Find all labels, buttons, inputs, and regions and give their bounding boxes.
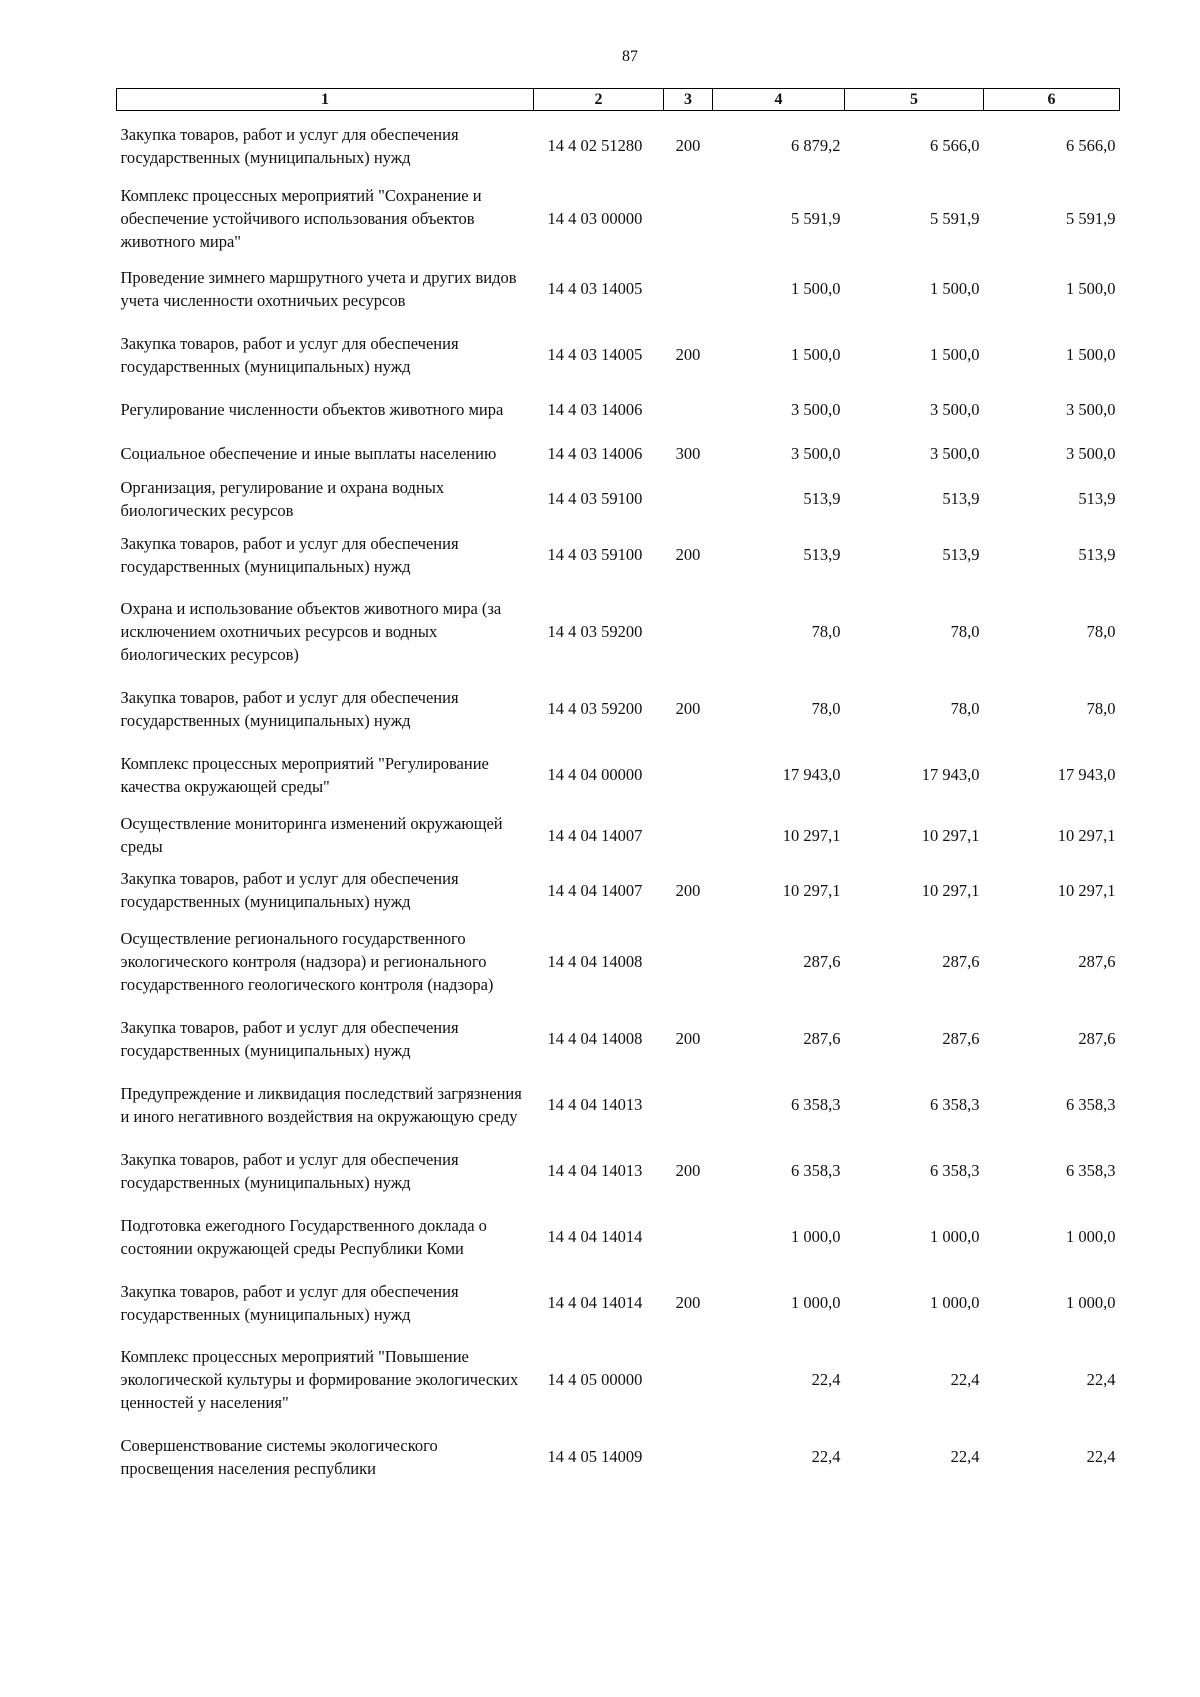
row-expense-type: 200 bbox=[675, 136, 701, 156]
row-expense-type bbox=[664, 1204, 713, 1270]
row-expense-type: 200 bbox=[675, 1161, 701, 1180]
row-code: 14 4 05 00000 bbox=[547, 1370, 643, 1389]
table-row bbox=[117, 918, 1120, 1006]
row-expense-type: 200 bbox=[675, 699, 701, 718]
row-name: Комплекс процессных мероприятий "Повышение экологической культуры и формирование экологических ценностей у населения" bbox=[120, 1347, 519, 1412]
table-row bbox=[117, 1424, 1120, 1490]
row-value-col6: 10 297,1 bbox=[1057, 880, 1116, 900]
row-code: 14 4 03 59100 bbox=[547, 489, 643, 508]
table-row bbox=[117, 1006, 1120, 1072]
row-value-col6: 3 500,0 bbox=[1066, 444, 1116, 463]
table-row bbox=[117, 742, 1120, 808]
row-code: 14 4 03 14005 bbox=[547, 279, 643, 298]
row-value-col4: 513,9 bbox=[803, 489, 841, 508]
row-value-col6: 10 297,1 bbox=[1057, 825, 1116, 845]
row-value-col5: 1 000,0 bbox=[930, 1227, 980, 1246]
column-header-6: 6 bbox=[984, 89, 1120, 111]
row-value-col4: 22,4 bbox=[811, 1370, 841, 1389]
row-value-col4: 10 297,1 bbox=[782, 880, 841, 900]
table-row bbox=[117, 522, 1120, 588]
row-value-col5: 513,9 bbox=[942, 545, 980, 564]
row-code: 14 4 04 14008 bbox=[547, 1029, 643, 1048]
row-expense-type bbox=[664, 588, 713, 676]
row-value-col6: 1 500,0 bbox=[1066, 345, 1116, 364]
row-name: Осуществление мониторинга изменений окружающей среды bbox=[120, 814, 503, 856]
row-value-col4: 287,6 bbox=[803, 952, 841, 971]
row-value-col6: 1 000,0 bbox=[1066, 1227, 1116, 1246]
row-value-col5: 287,6 bbox=[942, 1029, 980, 1048]
row-name: Закупка товаров, работ и услуг для обеспечения государственных (муниципальных) нужд bbox=[120, 1017, 459, 1060]
row-code: 14 4 05 14009 bbox=[547, 1447, 643, 1466]
row-value-col5: 6 358,3 bbox=[930, 1095, 980, 1114]
row-expense-type bbox=[664, 181, 713, 256]
row-value-col5: 10 297,1 bbox=[921, 880, 980, 900]
table-row bbox=[117, 1138, 1120, 1204]
row-value-col5: 1 500,0 bbox=[930, 279, 980, 298]
row-expense-type: 200 bbox=[675, 880, 701, 900]
row-value-col5: 6 566,0 bbox=[930, 136, 980, 156]
row-value-col5: 3 500,0 bbox=[930, 444, 980, 463]
row-expense-type bbox=[664, 1072, 713, 1138]
row-value-col4: 6 358,3 bbox=[791, 1161, 841, 1180]
row-name: Закупка товаров, работ и услуг для обеспечения государственных (муниципальных) нужд bbox=[120, 124, 459, 167]
table-row bbox=[117, 256, 1120, 322]
row-value-col5: 1 500,0 bbox=[930, 345, 980, 364]
row-code: 14 4 04 14007 bbox=[547, 825, 643, 845]
table-row bbox=[117, 808, 1120, 863]
row-value-col6: 1 500,0 bbox=[1066, 279, 1116, 298]
row-value-col6: 6 358,3 bbox=[1066, 1161, 1116, 1180]
row-expense-type bbox=[664, 918, 713, 1006]
row-expense-type bbox=[664, 808, 713, 863]
table-row bbox=[117, 111, 1120, 181]
row-code: 14 4 02 51280 bbox=[547, 136, 643, 156]
table-row bbox=[117, 181, 1120, 256]
table-row bbox=[117, 863, 1120, 918]
table-row bbox=[117, 476, 1120, 522]
row-value-col6: 22,4 bbox=[1086, 1447, 1116, 1466]
row-value-col6: 78,0 bbox=[1086, 699, 1116, 718]
row-name: Закупка товаров, работ и услуг для обеспечения государственных (муниципальных) нужд bbox=[120, 1281, 459, 1324]
table-row bbox=[117, 676, 1120, 742]
row-value-col4: 17 943,0 bbox=[782, 765, 841, 784]
row-code: 14 4 04 14013 bbox=[547, 1161, 643, 1180]
row-value-col4: 1 000,0 bbox=[791, 1293, 841, 1312]
row-value-col6: 17 943,0 bbox=[1057, 765, 1116, 784]
row-value-col4: 513,9 bbox=[803, 545, 841, 564]
row-value-col6: 22,4 bbox=[1086, 1370, 1116, 1389]
row-expense-type: 200 bbox=[675, 1029, 701, 1048]
row-expense-type: 200 bbox=[675, 345, 701, 364]
table-row bbox=[117, 1270, 1120, 1336]
row-expense-type bbox=[664, 256, 713, 322]
table-row bbox=[117, 1336, 1120, 1424]
row-code: 14 4 03 14006 bbox=[547, 444, 643, 463]
table-row bbox=[117, 1072, 1120, 1138]
row-expense-type bbox=[664, 742, 713, 808]
row-value-col5: 10 297,1 bbox=[921, 825, 980, 845]
row-value-col4: 10 297,1 bbox=[782, 825, 841, 845]
row-expense-type: 200 bbox=[675, 1293, 701, 1312]
row-value-col4: 78,0 bbox=[811, 622, 841, 641]
row-value-col6: 6 358,3 bbox=[1066, 1095, 1116, 1114]
row-name: Совершенствование системы экологического просвещения населения республики bbox=[120, 1435, 438, 1478]
row-code: 14 4 03 14005 bbox=[547, 345, 643, 364]
row-code: 14 4 04 14007 bbox=[547, 880, 643, 900]
row-name: Проведение зимнего маршрутного учета и других видов учета численности охотничьих ресурсов bbox=[120, 267, 517, 310]
row-name: Организация, регулирование и охрана водных биологических ресурсов bbox=[120, 477, 445, 520]
row-name: Комплекс процессных мероприятий "Регулирование качества окружающей среды" bbox=[120, 753, 489, 796]
row-name: Охрана и использование объектов животного мира (за исключением охотничьих ресурсов и водных биологических ресурсов) bbox=[120, 599, 502, 664]
row-value-col6: 3 500,0 bbox=[1066, 400, 1116, 419]
row-expense-type bbox=[664, 1336, 713, 1424]
table-row bbox=[117, 588, 1120, 676]
row-value-col6: 287,6 bbox=[1078, 952, 1116, 971]
row-value-col6: 513,9 bbox=[1078, 489, 1116, 508]
page-number: 87 bbox=[622, 48, 638, 65]
row-value-col5: 1 000,0 bbox=[930, 1293, 980, 1312]
row-value-col4: 1 500,0 bbox=[791, 345, 841, 364]
column-header-4: 4 bbox=[713, 89, 845, 111]
row-name: Закупка товаров, работ и услуг для обеспечения государственных (муниципальных) нужд bbox=[120, 533, 459, 576]
row-value-col4: 5 591,9 bbox=[791, 208, 841, 228]
row-name: Закупка товаров, работ и услуг для обеспечения государственных (муниципальных) нужд bbox=[120, 333, 459, 376]
row-name: Закупка товаров, работ и услуг для обеспечения государственных (муниципальных) нужд bbox=[120, 869, 459, 911]
row-value-col5: 287,6 bbox=[942, 952, 980, 971]
row-value-col6: 6 566,0 bbox=[1066, 136, 1116, 156]
row-expense-type bbox=[664, 476, 713, 522]
row-expense-type bbox=[664, 388, 713, 432]
row-expense-type bbox=[664, 1424, 713, 1490]
row-value-col6: 78,0 bbox=[1086, 622, 1116, 641]
row-name: Закупка товаров, работ и услуг для обеспечения государственных (муниципальных) нужд bbox=[120, 687, 459, 730]
row-value-col6: 1 000,0 bbox=[1066, 1293, 1116, 1312]
row-value-col5: 513,9 bbox=[942, 489, 980, 508]
row-code: 14 4 04 14008 bbox=[547, 952, 643, 971]
row-value-col4: 1 000,0 bbox=[791, 1227, 841, 1246]
row-value-col5: 78,0 bbox=[950, 699, 980, 718]
row-code: 14 4 04 14014 bbox=[547, 1293, 643, 1312]
table-body bbox=[117, 111, 1120, 1490]
row-name: Комплекс процессных мероприятий "Сохранение и обеспечение устойчивого использования объектов животного мира" bbox=[120, 185, 482, 251]
row-code: 14 4 04 14013 bbox=[547, 1095, 643, 1114]
row-value-col4: 3 500,0 bbox=[791, 444, 841, 463]
row-expense-type: 300 bbox=[675, 444, 701, 463]
row-code: 14 4 03 59100 bbox=[547, 545, 643, 564]
table-header-row bbox=[117, 89, 1120, 111]
row-name: Регулирование численности объектов животного мира bbox=[120, 400, 504, 419]
table-row bbox=[117, 322, 1120, 388]
row-code: 14 4 04 14014 bbox=[547, 1227, 643, 1246]
row-name: Подготовка ежегодного Государственного доклада о состоянии окружающей среды Республики Коми bbox=[120, 1215, 487, 1258]
row-value-col4: 6 358,3 bbox=[791, 1095, 841, 1114]
table-row bbox=[117, 388, 1120, 432]
budget-table bbox=[116, 88, 1120, 1490]
row-code: 14 4 03 59200 bbox=[547, 622, 643, 641]
column-header-3: 3 bbox=[664, 89, 713, 111]
row-code: 14 4 04 00000 bbox=[547, 765, 643, 784]
row-value-col4: 6 879,2 bbox=[791, 136, 841, 156]
row-value-col4: 3 500,0 bbox=[791, 400, 841, 419]
row-code: 14 4 03 00000 bbox=[547, 208, 643, 228]
row-value-col5: 78,0 bbox=[950, 622, 980, 641]
row-value-col4: 22,4 bbox=[811, 1447, 841, 1466]
row-value-col4: 78,0 bbox=[811, 699, 841, 718]
row-value-col5: 6 358,3 bbox=[930, 1161, 980, 1180]
table-row bbox=[117, 432, 1120, 476]
row-value-col5: 17 943,0 bbox=[921, 765, 980, 784]
row-value-col5: 5 591,9 bbox=[930, 208, 980, 228]
row-name: Предупреждение и ликвидация последствий загрязнения и иного негативного воздействия на окружающую среду bbox=[120, 1083, 522, 1126]
column-header-1: 1 bbox=[117, 89, 534, 111]
column-header-2: 2 bbox=[534, 89, 664, 111]
row-value-col6: 513,9 bbox=[1078, 545, 1116, 564]
row-value-col6: 5 591,9 bbox=[1066, 208, 1116, 228]
row-name: Социальное обеспечение и иные выплаты населению bbox=[120, 444, 497, 463]
row-code: 14 4 03 14006 bbox=[547, 400, 643, 419]
row-name: Осуществление регионального государственного экологического контроля (надзора) и регионального государственного геологического контроля (надзора) bbox=[120, 929, 494, 994]
row-expense-type: 200 bbox=[675, 545, 701, 564]
column-header-5: 5 bbox=[845, 89, 984, 111]
table-row bbox=[117, 1204, 1120, 1270]
row-value-col4: 1 500,0 bbox=[791, 279, 841, 298]
row-value-col6: 287,6 bbox=[1078, 1029, 1116, 1048]
row-value-col5: 3 500,0 bbox=[930, 400, 980, 419]
row-value-col5: 22,4 bbox=[950, 1447, 980, 1466]
row-name: Закупка товаров, работ и услуг для обеспечения государственных (муниципальных) нужд bbox=[120, 1149, 459, 1192]
row-value-col4: 287,6 bbox=[803, 1029, 841, 1048]
row-value-col5: 22,4 bbox=[950, 1370, 980, 1389]
row-code: 14 4 03 59200 bbox=[547, 699, 643, 718]
